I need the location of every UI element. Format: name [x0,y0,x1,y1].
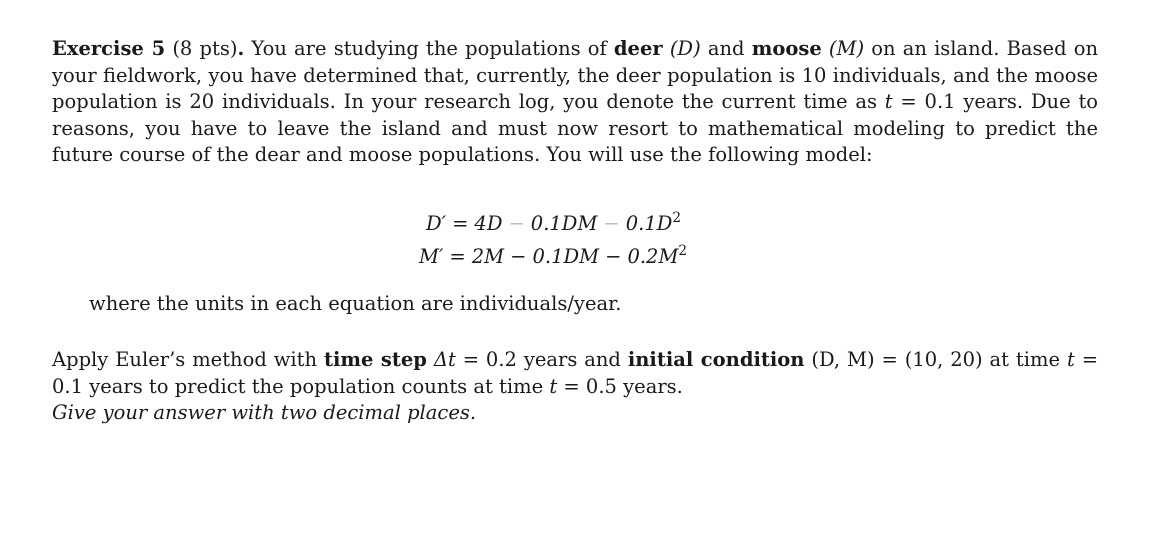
eq2-term3: 0.2M [627,244,679,268]
intro-text-2: on an island. Based on your fieldwork, you have determined that, currently, the deer population is 10 individuals, and the moose population is 20 individuals. In your research log, you denote the current time as [52,37,1099,113]
intro-text-3: Due to reasons, you have to leave the island and must now resort to mathematical modeling to predict the future course of the dear and moose populations. You will use the following model: [52,90,1099,166]
model-equations [52,211,1098,273]
eq2-lhs: M′ [419,244,444,268]
answer-instruction: Give your answer with two decimal places. [52,401,477,424]
end-time-value: = 0.5 years. [563,374,683,398]
eq1-op1: − [508,211,525,235]
eq2-term2: 0.1DM [532,244,600,268]
eq2-equals: = [449,244,466,268]
eq1-equals: = [452,211,469,235]
task-text-1: Apply Euler’s method with [52,348,318,371]
deer-equation [426,211,681,238]
task-statement [52,347,1098,427]
eq1-term1: 4D [474,211,503,235]
moose-equation [419,244,687,271]
intro-text-1: You are studying the populations of [251,37,607,60]
time-value: = 0.1 years. [900,90,1024,113]
eq2-term1: 2M [471,244,505,268]
eq1-term3: 0.1D [625,211,673,235]
time-step-label: time step [323,348,427,371]
initial-condition-label: initial condition [627,348,805,371]
moose-word: moose [751,37,822,60]
deer-symbol: (D) [669,37,701,60]
eq2-op2: − [605,244,622,268]
start-time-variable: t [1066,348,1075,371]
delta-t-value: = 0.2 years and [462,348,621,371]
units-note: where the units in each equation are individuals/year. [89,291,622,315]
moose-symbol: (M) [828,37,865,60]
exercise-page [52,36,1098,427]
deer-word: deer [613,37,663,60]
delta-t-symbol: Δt [433,348,456,371]
time-variable: t [884,90,893,113]
eq1-lhs: D′ [426,211,447,235]
end-time-variable: t [549,374,558,398]
exercise-points: (8 pts) [172,37,238,60]
exercise-intro [52,36,1098,169]
eq1-op2: − [603,211,620,235]
eq2-op1: − [510,244,527,268]
initial-condition-value: (D, M) = (10, 20) at time [811,348,1061,371]
eq2-exponent: 2 [678,242,688,259]
eq1-exponent: 2 [672,209,682,226]
start-time-value: = 0.1 years to predict the population counts at time [52,348,1099,398]
exercise-label: Exercise 5 [52,37,166,60]
exercise-period: . [237,37,245,60]
eq1-term2: 0.1DM [530,211,598,235]
and-word: and [707,37,745,60]
